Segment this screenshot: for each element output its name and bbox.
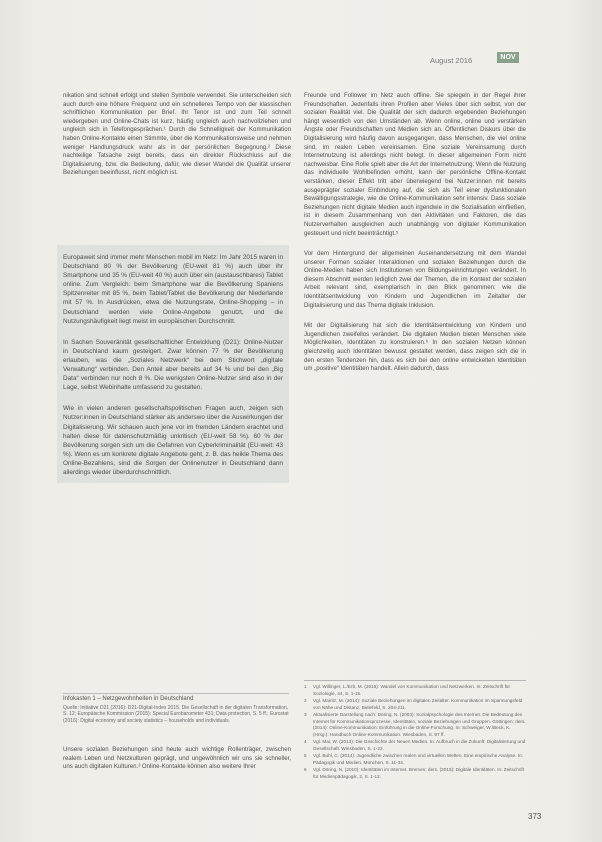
footnote [304,698,526,712]
body-paragraph: Mit der Digitalisierung hat sich die Identitätsentwicklung von Kindern und Jugendlichen zweifellos verändert. Die digitalen Medien bieten Menschen viele Möglichkeiten, Identitäten zu konstruieren.⁶ In den sozialen Netzen können gleichzeitig auch Identitäten bewusst gestaltet werden, dass zeigen sich die in den ersten Tendenzen hin, dass es sich bei den online entwickelten Identitäten um „positive“ Identitäten handelt. Allein dadurch, dass [304,322,526,373]
info-box-paragraph: In Sachen Souveränität gesellschaftlicher Entwicklung (D21): Online-Nutzer in Deutschland kaum gesteigert. Zwar können 77 % der Bevölkerung erlauben, was die „Soziales Netzwerk“ bei dem Stichwort „digitale Verwaltung“ verbinden. Den Anteil aber bereits auf 34 % und bei den „Big Data“ verbinden nur noch 8 %. Die wenigsten Online-Nutzer sind also in der Lage, selbst Webinhalte umfassend zu gestalten. [63,338,283,392]
footnote-text: Aktualisierte Darstellung nach: Döring, N. (2003): Sozialpsychologie des Internet. Die Bedeutung des Internet für Kommunikationsprozesse, Identitäten, soziale Beziehungen und Gruppen. Göttingen; ders. (2014): Online-Kommunikation: Einführung in die Online-Forschung. In: Schweiger, W./Beck, K. (Hrsg.): Handbuch Online-Kommunikation. Wiesbaden, S. 97 ff. [313,711,526,738]
info-box [57,245,289,483]
figure-source: Quelle: Initiative D21 (2016): D21-Digital-Index 2015. Die Gesellschaft in der digitalen Transformation, S. 12; Europäische Kommission (2015): Special Eurobarometer 431; Data protection, S. 5 ff.; Eurostat (2016): Digital economy and society statistics – households and individuals. [63,704,289,724]
figure-caption: Infokasten 1 – Netzgewohnheiten in Deutschland [63,696,194,702]
body-paragraph: Freunde und Follower im Netz auch offline. Sie spiegeln in der Regel ihrer Freundschaften. Jedenfalls ihren Profilen aber Vieles über sich selbst, von der sozialen Realität viel. Die Qualität der sich dadurch ergebenden Beziehungen hängt wesentlich von den Umständen ab. Wenn online, online und verstärken Ängste oder Freundschaften und Medien sich an. Öffentlichen Diskurs über die Digitalisierung wird häufig davon ausgegangen, dass Menschen, die viel online sind, im realen Leben vereinsamen. Eine soziale Vereinsamung durch Internetnutzung ist allerdings nicht belegt. In dieser allgemeinen Form nicht nachweisbar. Eine Rolle spielt aber die Art der Internetnutzung: Wenn die Nutzung das individuelle Wohlbefinden erhöht, kann der persönliche Offline-Kontakt verstärken, dieser Effekt tritt aber überwiegend bei Nutzer:innen mit bereits ausgeprägter sozialer Einbindung auf, die sich als Teil einer dysfunktionalen Bewältigungsstrategie, wie die Online-Kommunikation sehr intensiv. Dass soziale Beziehungen nicht digitale Medien auch irgendwie in die Sozialisation einfließen, ist in diesem Zusammenhang von den Aktivitäten und Faktoren, die das Nutzerverhalten ausgleichen auch unabhängig von digitaler Kommunikation gesteuert und nicht beeinträchtigt.⁵ [304,92,526,237]
footnote-text: Vgl. Döring, N. (2010): Identitäten im Internet. Bremen; ders. (2015): Digitale Identitäten. In: Zeitschrift für Medienpädagogik, 2, S. 1-12. [313,766,525,779]
footnote-text: Vgl. Mai, W. (2013): Die Geschichte der Neuen Medien. In: Aufbruch in die Zukunft: Digitalisierung und Gesellschaft. Wiesbaden, S. 1-22. [313,739,526,752]
caption-rule [63,693,289,694]
header-date: August 2016 [430,56,473,65]
footnote-number: 5 [304,753,307,759]
footnote [304,684,526,698]
page-number: 373 [528,812,542,821]
body-paragraph: Vor dem Hintergrund der allgemeinen Auseinandersetzung mit dem Wandel unserer Formen sozialer Interaktionen und sozialen Beziehungen durch die Online-Medien haben sich Institutionen von Bildungseinrichtungen verändert. In diesem Abschnitt werden lediglich zwei der Themen, die im Kontext der sozialen Arbeit relevant sind, exemplarisch in den Blick genommen: wie die Identitätsentwicklung von Kindern und Jugendlichen im Zeitalter der Digitalisierung und das Thema digitale Inklusion. [304,250,526,309]
body-paragraph: Unsere sozialen Beziehungen sind heute auch wichtige Rollenträger, zwischen realem Leben und Netzkulturen geprägt, und ungewöhnlich wir uns sie schneller, uns auch digitalen Kulturen.³ Online-Kontakte können also weitere Ihrer [63,746,291,771]
footnote-number: 1 [304,684,307,689]
footnote [304,739,526,753]
footnote-text: Vgl. Mairitz, M. (2014): Soziale Beziehungen im digitalen Zeitalter. Kommunikation im Spannungsfeld von Nähe und Distanz. Bielefeld, S. 204-211. [313,697,523,710]
info-box-paragraph: Wie in vielen anderen gesellschaftspolitischen Fragen auch, zeigen sich Nutzer:innen in Deutschland stärker als anderswo über die Auswirkungen der Digitalisierung. Wir schauen auch jene vor im fremden Ländern erachtet und halten diese für datenschutzmäßig unkritisch (EU-weit 58 %). 60 % der Bevölkerung sorgen sich um die Gefahren von Cyberkriminalität (EU-weit: 43 %). Wenn es um konkrete digitale Angebote geht, z. B. das heikle Thema des Online-Bezahlens, sind die Sorgen der Onlinenutzer in Deutschland dann allerdings wieder überdurchschnittlich. [63,405,283,476]
left-column [63,92,291,184]
footnote-text: Vgl. Willinger, L./Erb, M. (2015): Wandel von Kommunikation und Netzwerken. In: Zeitschrift für Soziologie, 44, S. 1-15. [313,684,511,696]
footnote [304,712,526,740]
header-badge: NOV [497,52,519,63]
info-box-paragraph: Europaweit sind immer mehr Menschen mobil im Netz: Im Jahr 2015 waren in Deutschland 80 % der Bevölkerung (EU-weit 81 %) auch über ihr Smartphone und 35 % (EU-weit 40 %) auch über ein (austauschbares) Tablet online. Zum Vergleich: beim Smartphone war die Bevölkerung Spaniens Spitzenreiter mit 85 %, beim Tablet/Tablet die Bevölkerung der Niederlande mit 57 %. In Ausdrücken, etwa die Nutzungsrate, Online-Shopping – in Deutschland werden viele Online-Angebote genutzt, und die Nutzungshäufigkeit liegt meist im europäischen Durchschnitt. [63,254,283,325]
footnote-text: Vgl. Buhl, C. (2014): Jugendliche zwischen realen und virtuellen Welten. Eine empirische Analyse. In: Pädagogik und Medien. München, S. 11-34. [313,753,523,765]
footnote [304,767,526,781]
footnote-number: 2 [304,697,307,703]
footnote-rule [304,680,526,681]
right-column [304,92,526,380]
footnote-number: 4 [304,739,307,745]
footnote-number: 3 [304,711,307,717]
footnote-number: 6 [304,766,307,772]
body-paragraph: nikation sind schnell erfolgt und stellen Symbole verwendet. Sie unterscheiden sich auch durch eine höhere Frequenz und ein schnelleres Tempo von der klassischen schriftlichen Kommunikation per Brief. Ihr Tenor ist und zum Teil schnell wiedergeben und Online-Chats ist kurz, häufig ungleich auch nachvollziehen und ungleich sich in Telefongesprächen.¹ Durch die Schnelligkeit der Kommunikation haben Online-Kontakte einen Stimmte, über die Kommunikationsweise und nehmen weniger Handlungsdruck wahr als in der persönlichen Begegnung.² Diese nachteilige Tatsache zeigt bereits, dass ein direkter Rückschluss auf die Digitalisierung, bzw. die Bedeutung, dafür, wie dieser Wandel die Qualität unserer Beziehungen beeinflusst, nicht möglich ist. [63,92,291,177]
footnote [304,753,526,767]
left-column-bottom [63,746,291,778]
footnotes [304,684,526,781]
figure-caption-block [63,693,289,724]
